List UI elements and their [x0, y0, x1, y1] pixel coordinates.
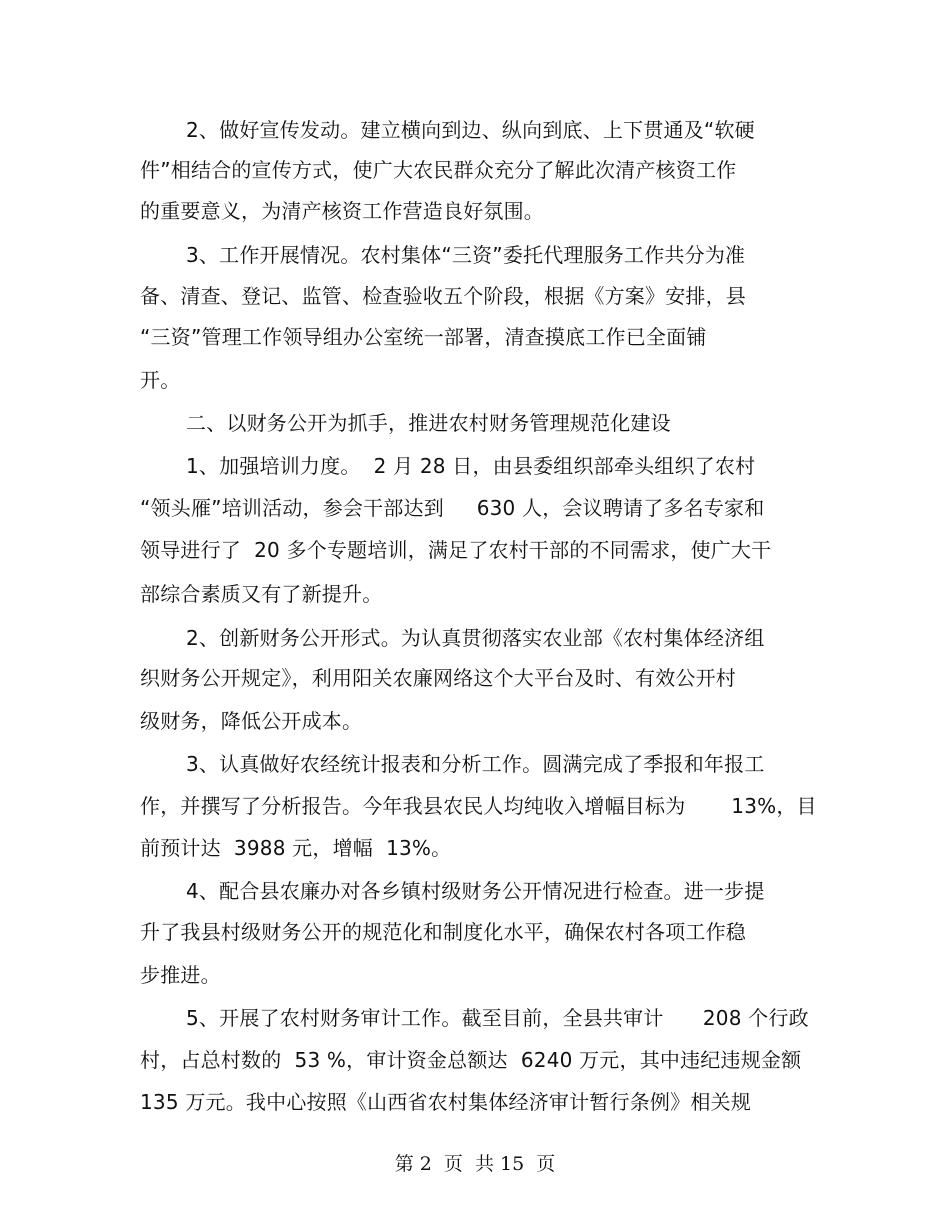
- paragraph-line: 级财务，降低公开成本。: [140, 709, 363, 733]
- paragraph-line: 1、加强培训力度。 2 月 28 日，由县委组织部牵头组织了农村: [186, 454, 756, 478]
- paragraph-line: 2、创新财务公开形式。为认真贯彻落实农业部《农村集体经济组: [186, 626, 765, 650]
- paragraph-line: 作，并撰写了分析报告。今年我县农民人均纯收入增幅目标为 13%，目: [140, 794, 817, 818]
- paragraph-line: 的重要意义，为清产核资工作营造良好氛围。: [140, 199, 544, 223]
- paragraph-line: 织财务公开规定》，利用阳关农廉网络这个大平台及时、有效公开村: [140, 666, 736, 690]
- paragraph-line: 前预计达 3988 元，增幅 13%。: [140, 836, 452, 860]
- paragraph-line: 部综合素质又有了新提升。: [140, 582, 383, 606]
- paragraph-line: 升了我县村级财务公开的规范化和制度化水平，确保农村各项工作稳: [140, 920, 746, 944]
- paragraph-line: 开。: [140, 368, 181, 392]
- page-footer: 第 2 页 共 15 页: [394, 1153, 556, 1175]
- paragraph-line: 备、清查、登记、监管、检查验收五个阶段，根据《方案》安排，县: [140, 284, 746, 308]
- paragraph-line: 135 万元。我中心按照《山西省农村集体经济审计暂行条例》相关规: [140, 1090, 751, 1114]
- paragraph-line: 3、认真做好农经统计报表和分析工作。圆满完成了季报和年报工: [186, 752, 765, 776]
- paragraph-line: 4、配合县农廉办对各乡镇村级财务公开情况进行检查。进一步提: [186, 879, 765, 903]
- paragraph-line: 村，占总村数的 53 %，审计资金总额达 6240 万元，其中违纪违规金额: [140, 1048, 802, 1072]
- paragraph-line: “三资”管理工作领导组办公室统一部署，清查摸底工作已全面铺: [140, 325, 707, 349]
- paragraph-line: 件”相结合的宣传方式，使广大农民群众充分了解此次清产核资工作: [140, 158, 737, 182]
- section-heading: 二、以财务公开为抓手，推进农村财务管理规范化建设: [186, 411, 671, 435]
- paragraph-line: 领导进行了 20 多个专题培训，满足了农村干部的不同需求，使广大干: [140, 538, 772, 562]
- paragraph-line: 2、做好宣传发动。建立横向到边、纵向到底、上下贯通及“软硬: [186, 118, 755, 142]
- paragraph-line: 步推进。: [140, 963, 221, 987]
- paragraph-line: 3、工作开展情况。农村集体“三资”委托代理服务工作共分为准: [186, 243, 746, 267]
- paragraph-line: “领头雁”培训活动，参会干部达到 630 人，会议聘请了多名专家和: [140, 496, 765, 520]
- paragraph-line: 5、开展了农村财务审计工作。截至目前，全县共审计 208 个行政: [186, 1006, 809, 1030]
